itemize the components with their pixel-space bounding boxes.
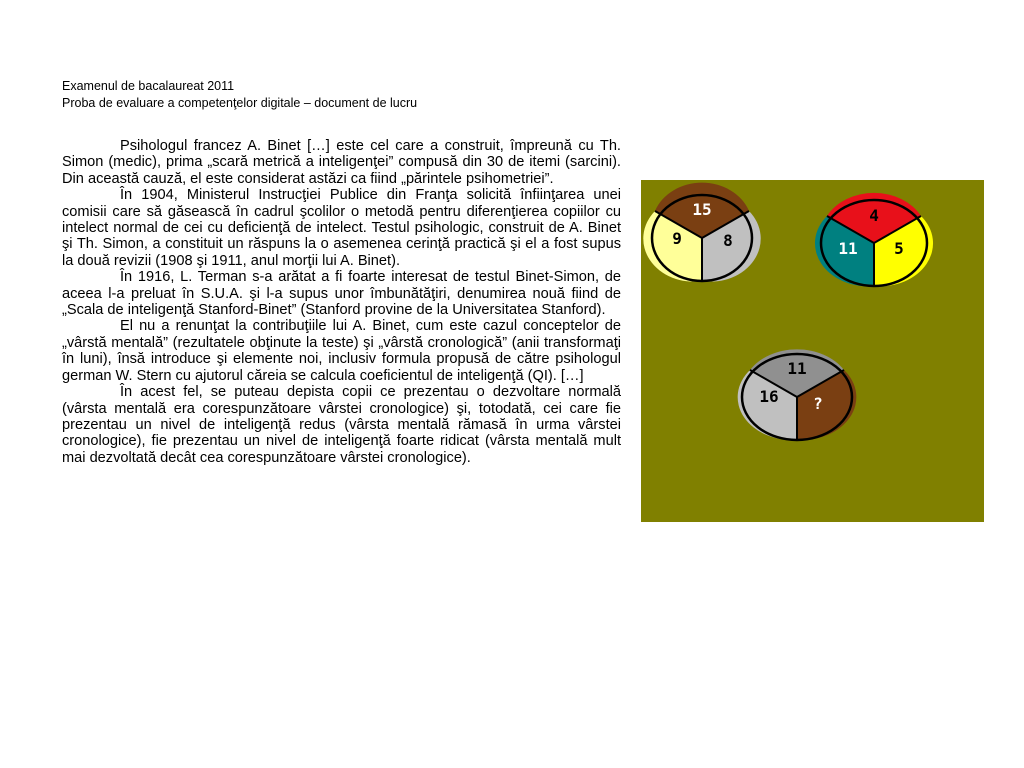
- circle-2-right-number: 5: [894, 239, 904, 258]
- exam-title: Examenul de bacalaureat 2011: [62, 79, 235, 93]
- paragraph-2: În 1904, Ministerul Instrucţiei Publice din Franţa solicită înfiinţarea unei comisii care să găsească în cadrul şcolilor o metodă pentru diferenţierea copiilor cu intelect normal de cei cu deficienţă de intelect. Testul psihologic, construit de A. Binet şi Th. Simon, a constituit un răspuns la o asemenea cerinţă practică şi el a fost supus la două revizii (1908 şi 1911, anul morţii lui A. Binet).: [62, 187, 621, 269]
- exam-subtitle: Proba de evaluare a competenţelor digitale – document de lucru: [62, 96, 418, 110]
- paragraph-5: În acest fel, se puteau depista copii ce prezentau o dezvoltare normală (vârsta mentală era corespunzătoare vârstei cronologice) şi, totodată, cei care fie prezentau un nivel de inteligenţă redus (vârsta mentală rămasă în urma vârstei cronologice), fie prezentau un nivel de inteligenţă foarte ridicat (vârsta mentală mult mai dezvoltată decât cea corespunzătoare vârstei cronologice).: [62, 384, 621, 466]
- puzzle-circle-3: [738, 349, 857, 440]
- circle-1-top-number: 15: [692, 200, 712, 219]
- paragraph-1: Psihologul francez A. Binet […] este cel care a construit, împreună cu Th. Simon (medic), prima „scară metrică a inteligenţei” compusă din 30 de itemi (sarcini). Din această cauză, el este considerat astăzi ca fiind „părintele psihometriei”.: [62, 138, 621, 187]
- puzzle-circle-2: [815, 193, 933, 286]
- circle-3-left-number: 16: [759, 387, 779, 406]
- document-header: [62, 78, 417, 112]
- circle-1-left-number: 9: [672, 229, 682, 248]
- circle-2-left-number: 11: [838, 239, 858, 258]
- paragraph-3: În 1916, L. Terman s-a arătat a fi foarte interesat de testul Binet-Simon, de aceea l-a preluat în S.U.A. şi l-a supus unor îmbunătăţiri, denumirea nouă fiind de „Scala de inteligenţă Stanford-Binet” (Stanford provine de la Universitatea Stanford).: [62, 269, 621, 319]
- paragraph-4: El nu a renunţat la contribuţiile lui A. Binet, cum este cazul conceptelor de „vârstă mentală” (rezultatele obţinute la teste) şi „vârstă cronologică” (anii transformaţi în luni), însă introduce şi elemente noi, inclusiv formula propusă de către psihologul german W. Stern cu ajutorul căreia se calcula coeficientul de inteligenţă (QI). […]: [62, 318, 621, 384]
- puzzle-svg: [641, 180, 984, 522]
- circle-2-top-number: 4: [869, 206, 879, 225]
- circle-1-right-number: 8: [723, 231, 733, 250]
- number-puzzle-figure: [641, 180, 984, 522]
- document-body: [62, 138, 621, 466]
- circle-3-right-number: ?: [813, 394, 823, 413]
- puzzle-circle-1: [643, 183, 760, 282]
- circle-3-top-number: 11: [787, 359, 807, 378]
